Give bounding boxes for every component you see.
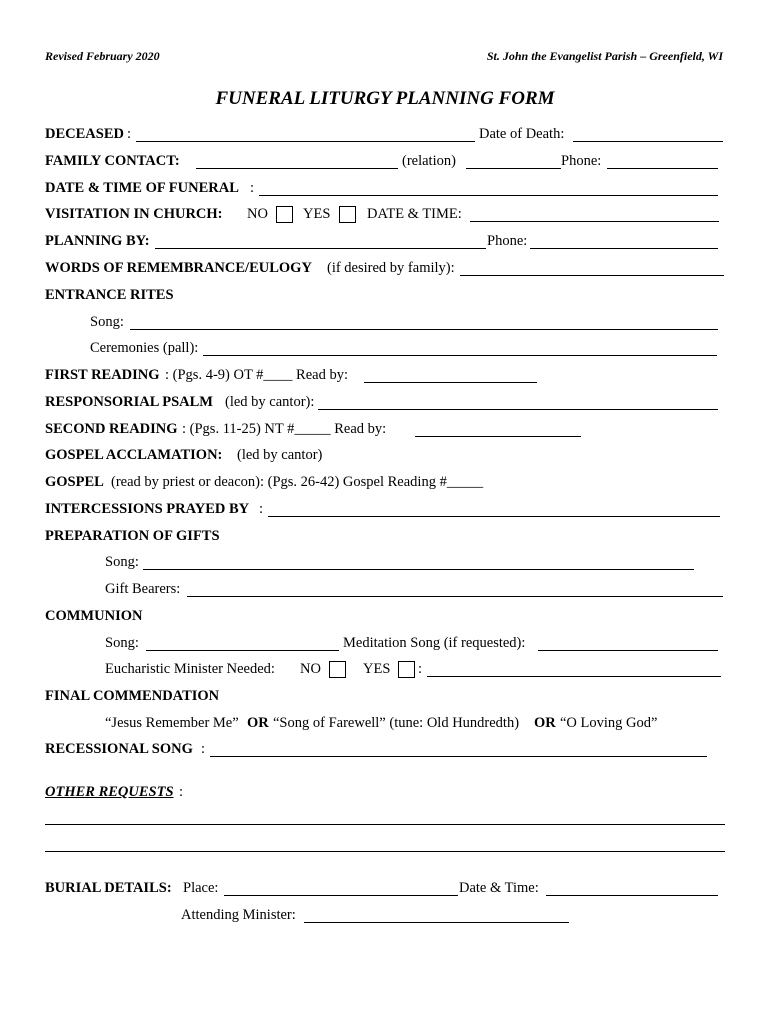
visitation-date-time-field[interactable] <box>470 205 719 222</box>
entrance-rites-heading: ENTRANCE RITES <box>45 287 174 303</box>
family-contact-label: FAMILY CONTACT: <box>45 153 180 169</box>
second-reading-reader-field[interactable] <box>415 420 581 437</box>
gifts-song-row <box>0 553 770 573</box>
deceased-field[interactable] <box>136 125 475 142</box>
revised-date: Revised February 2020 <box>45 49 160 63</box>
commendation-or-2: OR <box>534 715 556 731</box>
title-row <box>0 90 770 114</box>
planning-by-field[interactable] <box>155 232 486 249</box>
em-yes-checkbox[interactable] <box>398 661 415 678</box>
ceremonies-field[interactable] <box>203 339 717 356</box>
eulogy-label: WORDS OF REMEMBRANCE/EULOGY <box>45 260 312 276</box>
meditation-song-label: Meditation Song (if requested): <box>343 635 526 651</box>
commendation-option-1: “Jesus Remember Me” <box>105 715 239 731</box>
psalm-label: RESPONSORIAL PSALM <box>45 394 213 410</box>
entrance-rites-row <box>0 286 770 306</box>
gospel-acclamation-note: (led by cantor) <box>237 447 323 463</box>
funeral-date-colon: : <box>250 180 255 196</box>
visitation-yes-checkbox[interactable] <box>339 206 356 223</box>
ceremonies-label: Ceremonies (pall): <box>90 340 199 356</box>
second-reading-label: SECOND READING <box>45 421 178 437</box>
other-requests-line-1[interactable] <box>45 824 725 825</box>
burial-details-label: BURIAL DETAILS: <box>45 880 172 896</box>
first-reading-row <box>0 366 770 386</box>
funeral-date-label: DATE & TIME OF FUNERAL <box>45 180 239 196</box>
attending-minister-label: Attending Minister: <box>181 907 296 923</box>
second-reading-detail: : (Pgs. 11-25) NT #_____ Read by: <box>182 421 387 437</box>
intercessions-colon: : <box>259 501 264 517</box>
final-commendation-heading: FINAL COMMENDATION <box>45 688 220 704</box>
em-yes-label: YES <box>363 661 391 677</box>
first-reading-reader-field[interactable] <box>364 366 537 383</box>
other-requests-row <box>0 783 770 803</box>
intercessions-field[interactable] <box>268 500 720 517</box>
eulogy-note: (if desired by family): <box>327 260 455 276</box>
eucharistic-minister-row <box>0 660 770 680</box>
gospel-label: GOSPEL <box>45 474 104 490</box>
meditation-song-field[interactable] <box>538 634 718 651</box>
communion-song-field[interactable] <box>146 634 339 651</box>
gift-bearers-row <box>0 580 770 600</box>
gospel-row <box>0 473 770 493</box>
eucharistic-minister-label: Eucharistic Minister Needed: <box>105 661 275 677</box>
entrance-song-label: Song: <box>90 314 124 330</box>
commendation-option-2: “Song of Farewell” (tune: Old Hundredth) <box>273 715 520 731</box>
page-header <box>0 47 770 67</box>
planning-by-label: PLANNING BY: <box>45 233 150 249</box>
eulogy-field[interactable] <box>460 259 724 276</box>
communion-song-row <box>0 634 770 654</box>
relation-label: (relation) <box>402 153 456 169</box>
gifts-song-field[interactable] <box>143 553 694 570</box>
burial-place-field[interactable] <box>224 879 458 896</box>
burial-date-time-field[interactable] <box>546 879 718 896</box>
attending-minister-field[interactable] <box>304 906 569 923</box>
deceased-label: DECEASED <box>45 126 124 142</box>
phone-label: Phone: <box>561 153 602 169</box>
entrance-song-row <box>0 313 770 333</box>
recessional-colon: : <box>201 741 206 757</box>
communion-row <box>0 607 770 627</box>
em-colon: : <box>418 661 423 677</box>
date-of-death-label: Date of Death: <box>479 126 565 142</box>
psalm-field[interactable] <box>318 393 718 410</box>
funeral-date-row <box>0 179 770 199</box>
gospel-acclamation-label: GOSPEL ACCLAMATION: <box>45 447 223 463</box>
visitation-no-label: NO <box>247 206 268 222</box>
other-requests-colon: : <box>179 784 184 800</box>
burial-place-label: Place: <box>183 880 219 896</box>
other-requests-label: OTHER REQUESTS <box>45 784 174 800</box>
date-of-death-field[interactable] <box>573 125 723 142</box>
planning-by-row <box>0 232 770 252</box>
relation-field[interactable] <box>466 152 561 169</box>
communion-song-label: Song: <box>105 635 139 651</box>
planning-phone-field[interactable] <box>530 232 718 249</box>
gift-bearers-field[interactable] <box>187 580 723 597</box>
recessional-row <box>0 740 770 760</box>
burial-row <box>0 879 770 899</box>
visitation-date-time-label: DATE & TIME: <box>367 206 462 222</box>
gospel-acclamation-row <box>0 446 770 466</box>
recessional-label: RECESSIONAL SONG <box>45 741 193 757</box>
intercessions-label: INTERCESSIONS PRAYED BY <box>45 501 250 517</box>
gifts-song-label: Song: <box>105 554 139 570</box>
psalm-row <box>0 393 770 413</box>
preparation-heading: PREPARATION OF GIFTS <box>45 528 220 544</box>
attending-minister-row <box>0 906 770 926</box>
first-reading-detail: : (Pgs. 4-9) OT #____ Read by: <box>165 367 348 383</box>
visitation-label: VISITATION IN CHURCH: <box>45 206 223 222</box>
visitation-yes-label: YES <box>303 206 331 222</box>
entrance-song-field[interactable] <box>130 313 718 330</box>
psalm-note: (led by cantor): <box>225 394 315 410</box>
commendation-or-1: OR <box>247 715 269 731</box>
family-contact-field[interactable] <box>196 152 398 169</box>
preparation-row <box>0 527 770 547</box>
burial-date-time-label: Date & Time: <box>459 880 539 896</box>
communion-heading: COMMUNION <box>45 608 143 624</box>
ceremonies-row <box>0 339 770 359</box>
gospel-detail: (read by priest or deacon): (Pgs. 26-42) Gospel Reading #_____ <box>111 474 484 490</box>
second-reading-row <box>0 420 770 440</box>
em-name-field[interactable] <box>427 660 721 677</box>
first-reading-label: FIRST READING <box>45 367 160 383</box>
eulogy-row <box>0 259 770 279</box>
em-no-label: NO <box>300 661 321 677</box>
parish-name: St. John the Evangelist Parish – Greenfield, WI <box>486 49 723 63</box>
gift-bearers-label: Gift Bearers: <box>105 581 181 597</box>
form-title: FUNERAL LITURGY PLANNING FORM <box>215 88 555 109</box>
commendation-option-3: “O Loving God” <box>560 715 658 731</box>
deceased-colon: : <box>127 126 132 142</box>
phone-field[interactable] <box>607 152 718 169</box>
visitation-no-checkbox[interactable] <box>276 206 293 223</box>
family-contact-row <box>0 152 770 172</box>
planning-phone-label: Phone: <box>487 233 528 249</box>
em-no-checkbox[interactable] <box>329 661 346 678</box>
deceased-row <box>0 125 770 145</box>
final-commendation-row <box>0 687 770 707</box>
commendation-options-row <box>0 714 770 734</box>
visitation-row <box>0 205 770 225</box>
intercessions-row <box>0 500 770 520</box>
recessional-field[interactable] <box>210 740 707 757</box>
other-requests-line-2[interactable] <box>45 851 725 852</box>
funeral-date-field[interactable] <box>259 179 718 196</box>
